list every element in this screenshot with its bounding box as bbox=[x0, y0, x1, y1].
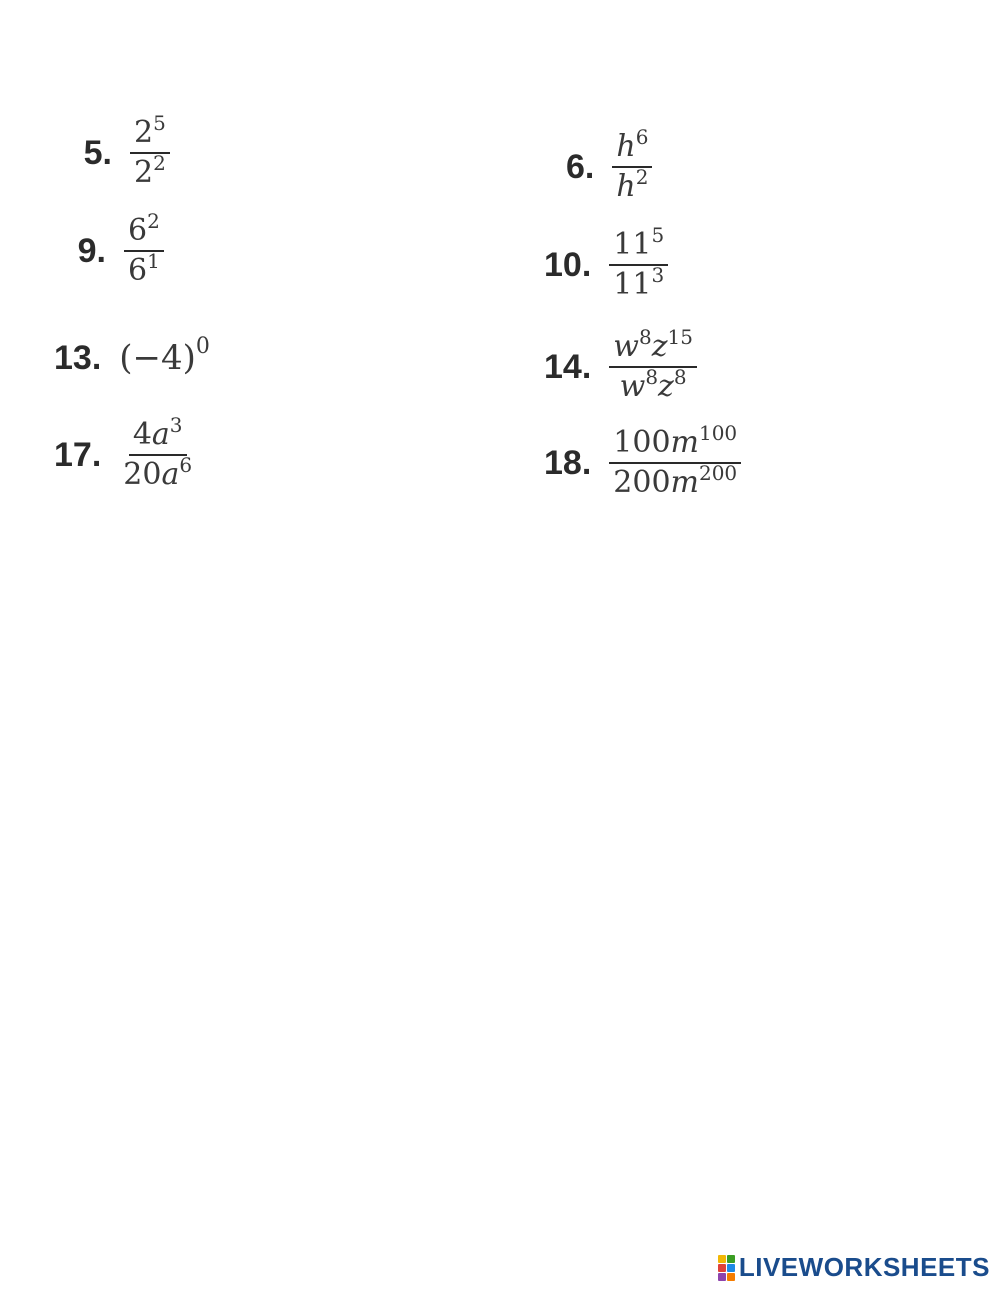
numerator bbox=[609, 325, 697, 368]
problem-number: 13. bbox=[54, 338, 102, 377]
fraction bbox=[612, 125, 652, 204]
exponent: 2 bbox=[147, 209, 160, 233]
problem-13 bbox=[54, 334, 210, 378]
problem-number: 17. bbox=[54, 435, 102, 474]
denominator bbox=[124, 249, 164, 288]
coefficient: 100 bbox=[613, 425, 671, 460]
fraction bbox=[130, 111, 170, 190]
base: 2 bbox=[134, 155, 154, 190]
problem-18 bbox=[544, 421, 741, 500]
logo-block bbox=[727, 1264, 735, 1272]
variable: z bbox=[651, 329, 668, 364]
variable: m bbox=[670, 425, 699, 460]
fraction bbox=[609, 325, 697, 404]
coefficient: 4 bbox=[132, 417, 152, 452]
problem-14 bbox=[544, 325, 697, 404]
problem-number: 18. bbox=[544, 443, 592, 482]
problem-number: 14. bbox=[544, 347, 592, 386]
exponent: 2 bbox=[153, 151, 166, 175]
base: 2 bbox=[134, 115, 154, 150]
denominator bbox=[609, 263, 668, 302]
variable: w bbox=[619, 369, 646, 404]
base: 11 bbox=[613, 227, 652, 262]
coefficient: 200 bbox=[613, 465, 671, 500]
exponent: 6 bbox=[179, 453, 193, 477]
variable: a bbox=[161, 457, 180, 492]
fraction bbox=[119, 413, 196, 492]
exponent: 5 bbox=[651, 223, 665, 247]
logo-block bbox=[727, 1273, 735, 1281]
problem-number: 5. bbox=[83, 133, 112, 172]
variable: a bbox=[151, 417, 170, 452]
coefficient: 20 bbox=[123, 457, 162, 492]
liveworksheets-logo bbox=[718, 1252, 990, 1283]
exponent: 8 bbox=[673, 365, 687, 389]
variable: h bbox=[616, 169, 636, 204]
exponent: 5 bbox=[153, 111, 166, 135]
variable: m bbox=[670, 465, 699, 500]
exponent: 3 bbox=[651, 263, 665, 287]
numerator bbox=[130, 111, 170, 154]
exponent: 6 bbox=[635, 125, 649, 149]
variable: w bbox=[613, 329, 639, 364]
problem-10 bbox=[544, 223, 668, 302]
numerator bbox=[124, 209, 164, 252]
exponent: 15 bbox=[667, 325, 693, 349]
exponent: 200 bbox=[698, 461, 738, 485]
liveworksheets-logo-icon bbox=[718, 1255, 735, 1281]
exponent: 8 bbox=[645, 365, 659, 389]
exponent: 2 bbox=[635, 165, 649, 189]
denominator bbox=[616, 365, 691, 404]
power-expression bbox=[119, 334, 210, 378]
numerator bbox=[609, 223, 668, 266]
numerator bbox=[609, 421, 741, 464]
exponent: 0 bbox=[195, 334, 210, 359]
problem-number: 6. bbox=[566, 147, 595, 186]
exponent: 8 bbox=[638, 325, 652, 349]
problem-number: 10. bbox=[544, 245, 592, 284]
variable: h bbox=[616, 129, 636, 164]
fraction bbox=[124, 209, 164, 288]
logo-block bbox=[718, 1273, 726, 1281]
denominator bbox=[609, 461, 741, 500]
logo-text: LIVEWORKSHEETS bbox=[738, 1252, 990, 1282]
problem-number: 9. bbox=[77, 231, 106, 270]
logo-block bbox=[727, 1255, 735, 1263]
denominator bbox=[612, 165, 652, 204]
fraction bbox=[609, 223, 668, 302]
base: 11 bbox=[613, 267, 652, 302]
exponent: 1 bbox=[147, 249, 160, 273]
base: (−4) bbox=[119, 338, 196, 378]
problem-17 bbox=[54, 413, 196, 492]
fraction bbox=[609, 421, 741, 500]
logo-block bbox=[718, 1264, 726, 1272]
base: 6 bbox=[128, 253, 148, 288]
logo-block bbox=[718, 1255, 726, 1263]
variable: z bbox=[658, 369, 674, 404]
numerator bbox=[129, 413, 187, 456]
numerator bbox=[612, 125, 652, 168]
denominator bbox=[119, 453, 196, 492]
denominator bbox=[130, 151, 170, 190]
problem-6 bbox=[566, 125, 652, 204]
exponent: 3 bbox=[169, 413, 183, 437]
exponent: 100 bbox=[698, 421, 738, 445]
problem-9 bbox=[66, 209, 164, 288]
problem-5 bbox=[72, 111, 170, 190]
base: 6 bbox=[128, 213, 148, 248]
